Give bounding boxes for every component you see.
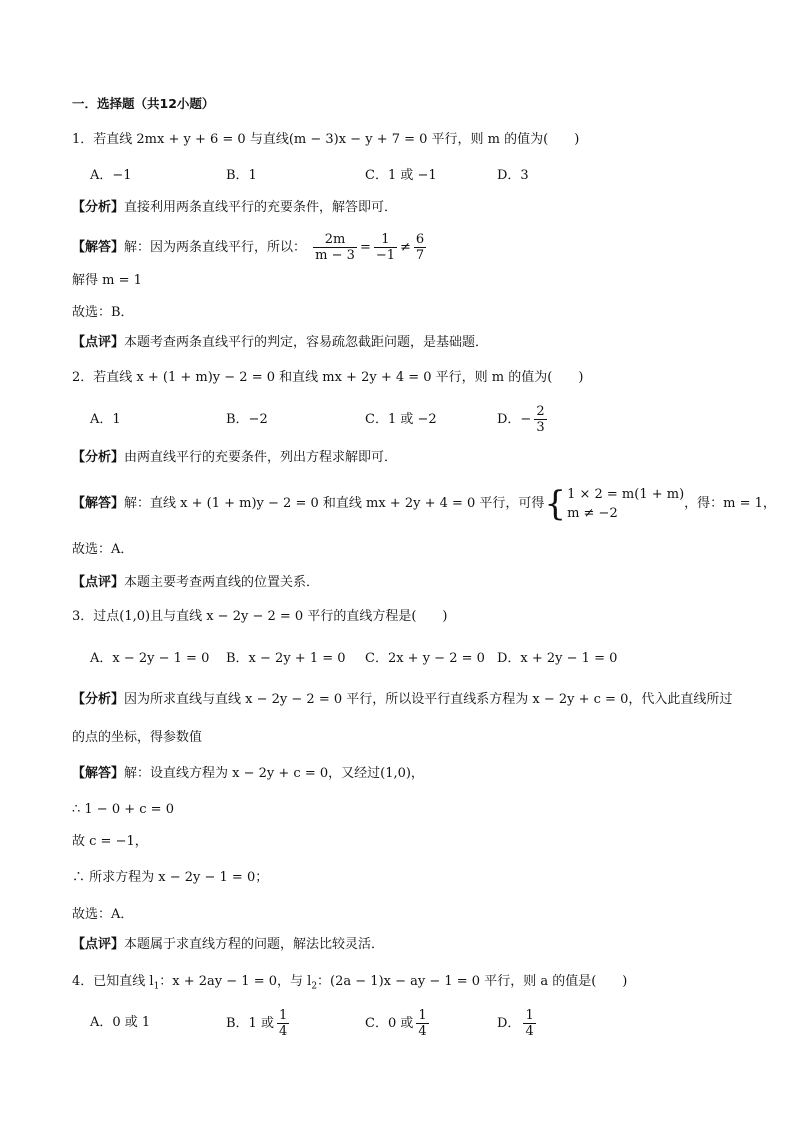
q2-solution-text: 解：直线 x + (1 + m)y − 2 = 0 和直线 mx + 2y + 4 = 0 平行，可得 [124, 496, 545, 511]
q3-answer: 故选：A． [72, 907, 134, 922]
analysis-tag: 【分析】 [72, 692, 125, 707]
q3-stem: 3．过点(1,0)且与直线 x − 2y − 2 = 0 平行的直线方程是( ) [72, 609, 448, 624]
q3-option-d: D．x + 2y − 1 = 0 [497, 651, 618, 666]
q3-analysis [72, 690, 732, 710]
q2-solution-suffix: ，得：m = 1， [684, 496, 776, 511]
q3-step-3: ∴ 所求方程为 x − 2y − 1 = 0； [72, 870, 269, 885]
q2-stem: 2．若直线 x + (1 + m)y − 2 = 0 和直线 mx + 2y + 4 = 0 平行，则 m 的值为( ) [72, 370, 584, 385]
fraction-numerator: 1 [418, 1008, 427, 1023]
q4-stem-part-1: 4．已知直线 l [72, 974, 154, 989]
q1-option-b: B．1 [226, 168, 257, 183]
q3-analysis-continued: 的点的坐标，得参数值 [72, 730, 203, 745]
comment-tag: 【点评】 [72, 937, 125, 952]
analysis-tag: 【分析】 [72, 200, 125, 215]
subscript: 2 [311, 981, 318, 992]
q2-option-d [497, 402, 550, 438]
q1-step-1: 解得 m = 1 [72, 273, 142, 288]
q4-option-a: A．0 或 1 [90, 1015, 151, 1030]
q1-analysis-text: 直接利用两条直线平行的充要条件，解答即可． [124, 200, 398, 215]
not-equal-sign: ≠ [400, 240, 411, 255]
solution-tag: 【解答】 [72, 766, 125, 781]
q2-equation-system [567, 485, 684, 523]
analysis-tag: 【分析】 [72, 450, 125, 465]
q4-option-d [497, 1006, 539, 1042]
system-line-1: 1 × 2 = m(1 + m) [567, 486, 685, 502]
fraction-numerator: 1 [525, 1008, 534, 1023]
section-title: 一．选择题（共12小题） [72, 96, 215, 111]
q1-solution-text: 解：因为两条直线平行，所以： [124, 240, 307, 255]
fraction-numerator: 1 [374, 232, 397, 248]
q3-option-a: A．x − 2y − 1 = 0 [90, 651, 210, 666]
q2-option-b: B．−2 [226, 412, 268, 427]
q3-solution-text: 解：设直线方程为 x − 2y + c = 0，又经过(1,0)， [124, 766, 424, 781]
q1-option-a: A．−1 [90, 168, 132, 183]
q4-option-d-fraction [523, 1008, 535, 1039]
q2-option-d-label: D．− [497, 412, 532, 427]
q1-fraction-2 [374, 232, 397, 263]
q2-option-c: C．1 或 −2 [365, 412, 437, 427]
q1-option-c: C．1 或 −1 [365, 168, 437, 183]
q2-comment [72, 573, 319, 593]
q3-analysis-text: 因为所求直线与直线 x − 2y − 2 = 0 平行，所以设平行直线系方程为 x − 2y + c = 0，代入此直线所过 [124, 692, 733, 707]
q4-option-d-label: D． [497, 1016, 521, 1031]
fraction-numerator: 6 [415, 232, 425, 247]
q2-solution [72, 484, 776, 524]
q4-option-c-fraction [416, 1008, 428, 1039]
q1-stem: 1．若直线 2mx + y + 6 = 0 与直线(m − 3)x − y + 7 = 0 平行，则 m 的值为( ) [72, 132, 580, 147]
q2-comment-text: 本题主要考查两直线的位置关系． [124, 575, 320, 590]
left-brace: { [544, 483, 567, 524]
q1-solution [72, 232, 429, 264]
comment-tag: 【点评】 [72, 335, 125, 350]
q2-analysis-text: 由两直线平行的充要条件，列出方程求解即可． [124, 450, 398, 465]
q2-option-d-fraction [534, 404, 546, 435]
q4-option-c [365, 1006, 432, 1042]
q4-stem [72, 972, 627, 997]
q4-option-b-label: B．1 或 [226, 1016, 274, 1031]
fraction-denominator: −1 [375, 248, 396, 263]
q1-analysis [72, 198, 397, 218]
q1-fraction-1 [313, 232, 357, 263]
fraction-numerator: 2m [313, 232, 357, 248]
q4-stem-part-3: ：(2a − 1)x − ay − 1 = 0 平行，则 a 的值是( ) [317, 974, 628, 989]
q4-option-b-fraction [277, 1008, 289, 1039]
solution-tag: 【解答】 [72, 240, 125, 255]
q1-comment [72, 333, 488, 353]
fraction-numerator: 2 [536, 404, 545, 419]
q3-step-2: 故 c = −1， [72, 834, 148, 849]
q4-option-c-label: C．0 或 [365, 1016, 414, 1031]
fraction-numerator: 1 [278, 1008, 288, 1023]
system-line-2: m ≠ −2 [567, 505, 618, 521]
q1-fraction-3 [414, 232, 426, 263]
q3-solution [72, 764, 424, 784]
q1-comment-text: 本题考查两条直线平行的判定，容易疏忽截距问题，是基础题． [124, 335, 489, 350]
q3-option-c: C．2x + y − 2 = 0 [365, 651, 485, 666]
equals-sign: = [359, 240, 371, 255]
fraction-denominator: 4 [525, 1024, 534, 1039]
q4-stem-part-2: ：x + 2ay − 1 = 0，与 l [159, 974, 312, 989]
q2-option-a: A．1 [90, 412, 121, 427]
q3-comment [72, 935, 384, 955]
fraction-denominator: 3 [536, 420, 545, 435]
fraction-denominator: m − 3 [315, 248, 355, 263]
solution-tag: 【解答】 [72, 496, 125, 511]
fraction-denominator: 4 [278, 1024, 288, 1039]
fraction-denominator: 7 [415, 248, 425, 263]
comment-tag: 【点评】 [72, 575, 125, 590]
q4-option-b [226, 1006, 292, 1042]
q3-option-b: B．x − 2y + 1 = 0 [226, 651, 346, 666]
q1-answer: 故选：B． [72, 305, 134, 320]
q3-comment-text: 本题属于求直线方程的问题，解法比较灵活． [124, 937, 385, 952]
q2-analysis [72, 448, 397, 468]
fraction-denominator: 4 [418, 1024, 427, 1039]
q2-answer: 故选：A． [72, 542, 134, 557]
subscript: 1 [153, 981, 160, 992]
q1-option-d: D．3 [497, 168, 529, 183]
q3-step-1: ∴ 1 − 0 + c = 0 [72, 802, 174, 817]
